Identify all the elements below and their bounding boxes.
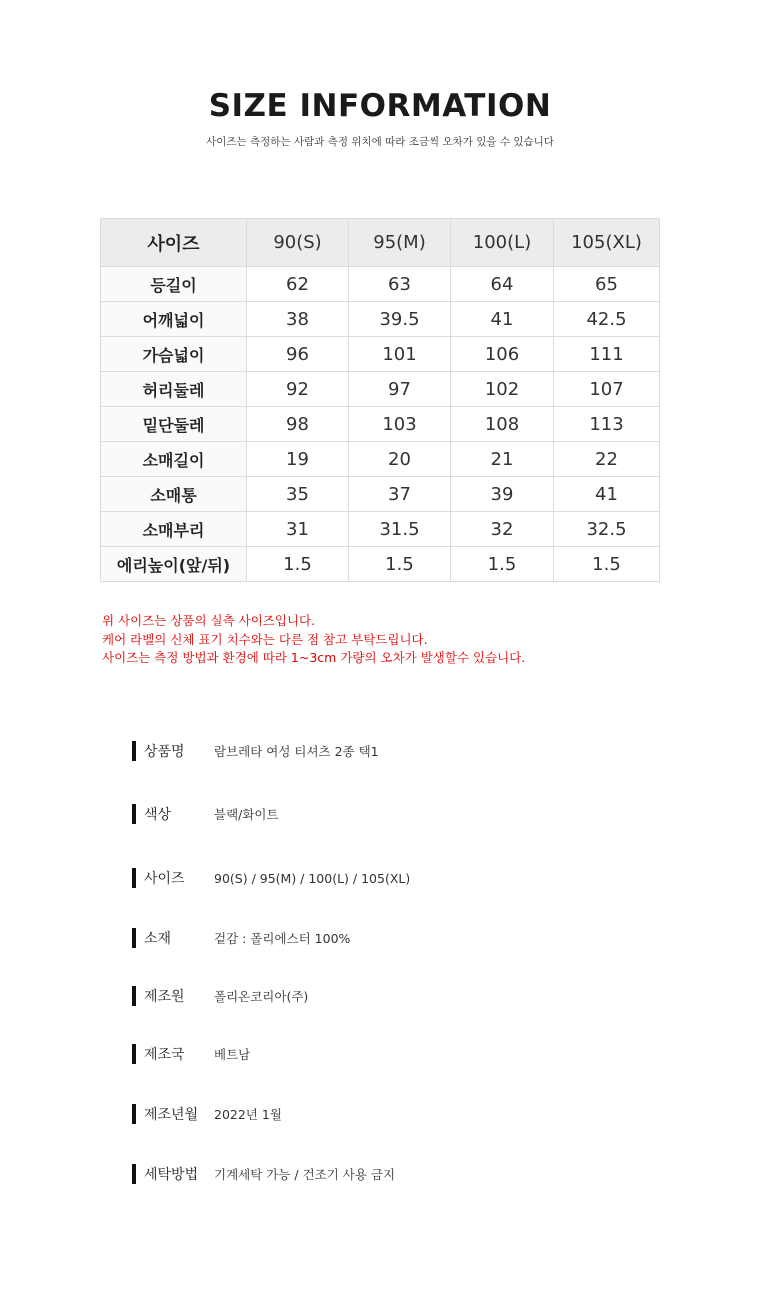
- spec-value: 기계세탁 가능 / 건조기 사용 금지: [214, 1167, 396, 1182]
- measurement-value: 101: [349, 337, 451, 372]
- measurement-value: 35: [247, 477, 349, 512]
- spec-value: 90(S) / 95(M) / 100(L) / 105(XL): [214, 870, 411, 886]
- spec-row: [132, 1163, 395, 1185]
- size-table-row: [101, 442, 660, 477]
- measurement-value: 21: [451, 442, 554, 477]
- size-table-row: [101, 302, 660, 337]
- size-column-header: 90(S): [247, 219, 349, 267]
- measurement-label: 소매부리: [101, 512, 247, 547]
- size-notes: [102, 612, 525, 668]
- spec-label: 제조년월: [144, 1107, 199, 1123]
- size-header-label: 사이즈: [101, 219, 247, 267]
- size-table-row: [101, 512, 660, 547]
- measurement-value: 31: [247, 512, 349, 547]
- spec-bar-marker: [132, 804, 136, 824]
- spec-row: [132, 927, 350, 949]
- size-table-row: [101, 337, 660, 372]
- measurement-label: 에리높이(앞/뒤): [101, 547, 247, 582]
- size-table-row: [101, 547, 660, 582]
- size-table-row: [101, 477, 660, 512]
- spec-bar-marker: [132, 986, 136, 1006]
- measurement-value: 39.5: [349, 302, 451, 337]
- measurement-label: 가슴넓이: [101, 337, 247, 372]
- spec-row: [132, 740, 379, 762]
- measurement-value: 32: [451, 512, 554, 547]
- note-line: 케어 라벨의 신체 표기 치수와는 다른 점 참고 부탁드립니다.: [102, 631, 428, 647]
- measurement-value: 39: [451, 477, 554, 512]
- measurement-label: 밑단둘레: [101, 407, 247, 442]
- size-column-header: 95(M): [349, 219, 451, 267]
- measurement-value: 111: [554, 337, 660, 372]
- measurement-label: 허리둘레: [101, 372, 247, 407]
- size-column-header: 105(XL): [554, 219, 660, 267]
- measurement-value: 32.5: [554, 512, 660, 547]
- measurement-value: 22: [554, 442, 660, 477]
- spec-row: [132, 803, 279, 825]
- spec-bar-marker: [132, 868, 136, 888]
- spec-row: [132, 1043, 250, 1065]
- measurement-value: 96: [247, 337, 349, 372]
- measurement-value: 1.5: [554, 547, 660, 582]
- spec-row: [132, 1103, 282, 1125]
- measurement-value: 107: [554, 372, 660, 407]
- measurement-value: 108: [451, 407, 554, 442]
- measurement-value: 31.5: [349, 512, 451, 547]
- measurement-value: 63: [349, 267, 451, 302]
- spec-value: 폴리온코리아(주): [214, 989, 309, 1004]
- page-title: SIZE INFORMATION: [208, 88, 552, 124]
- measurement-value: 106: [451, 337, 554, 372]
- spec-label: 소재: [144, 931, 172, 947]
- note-line: 사이즈는 측정 방법과 환경에 따라 1~3cm 가량의 오차가 발생할수 있습니다.: [102, 650, 526, 665]
- size-table: [100, 218, 660, 582]
- measurement-value: 113: [554, 407, 660, 442]
- spec-label: 사이즈: [144, 871, 185, 887]
- spec-label: 제조원: [144, 989, 185, 1005]
- size-table-header-row: [101, 219, 660, 267]
- measurement-value: 19: [247, 442, 349, 477]
- spec-bar-marker: [132, 741, 136, 761]
- measurement-value: 37: [349, 477, 451, 512]
- measurement-label: 등길이: [101, 267, 247, 302]
- spec-label: 세탁방법: [144, 1167, 199, 1183]
- measurement-value: 1.5: [247, 547, 349, 582]
- measurement-value: 64: [451, 267, 554, 302]
- measurement-value: 20: [349, 442, 451, 477]
- measurement-value: 42.5: [554, 302, 660, 337]
- measurement-value: 98: [247, 407, 349, 442]
- measurement-value: 102: [451, 372, 554, 407]
- spec-bar-marker: [132, 928, 136, 948]
- spec-label: 제조국: [144, 1047, 185, 1063]
- spec-label: 상품명: [144, 744, 185, 760]
- spec-bar-marker: [132, 1164, 136, 1184]
- spec-row: [132, 867, 410, 889]
- measurement-value: 92: [247, 372, 349, 407]
- spec-bar-marker: [132, 1044, 136, 1064]
- size-column-header: 100(L): [451, 219, 554, 267]
- measurement-value: 1.5: [349, 547, 451, 582]
- measurement-value: 103: [349, 407, 451, 442]
- spec-value: 블랙/화이트: [214, 807, 279, 822]
- note-line: 위 사이즈는 상품의 실측 사이즈입니다.: [102, 613, 316, 628]
- size-table-row: [101, 267, 660, 302]
- spec-row: [132, 985, 308, 1007]
- measurement-label: 소매통: [101, 477, 247, 512]
- measurement-value: 97: [349, 372, 451, 407]
- measurement-label: 어깨넓이: [101, 302, 247, 337]
- measurement-value: 65: [554, 267, 660, 302]
- spec-value: 2022년 1월: [214, 1107, 282, 1122]
- spec-value: 람브레타 여성 티셔츠 2종 택1: [214, 744, 379, 759]
- size-table-row: [101, 407, 660, 442]
- spec-value: 베트남: [214, 1047, 251, 1062]
- spec-label: 색상: [144, 807, 172, 823]
- size-table-row: [101, 372, 660, 407]
- measurement-value: 1.5: [451, 547, 554, 582]
- spec-bar-marker: [132, 1104, 136, 1124]
- spec-value: 겉감 : 폴리에스터 100%: [214, 931, 351, 946]
- measurement-value: 62: [247, 267, 349, 302]
- measurement-value: 41: [554, 477, 660, 512]
- measurement-value: 41: [451, 302, 554, 337]
- page-subtitle: 사이즈는 측정하는 사람과 측정 위치에 따라 조금씩 오차가 있을 수 있습니다: [206, 136, 554, 148]
- measurement-value: 38: [247, 302, 349, 337]
- measurement-label: 소매길이: [101, 442, 247, 477]
